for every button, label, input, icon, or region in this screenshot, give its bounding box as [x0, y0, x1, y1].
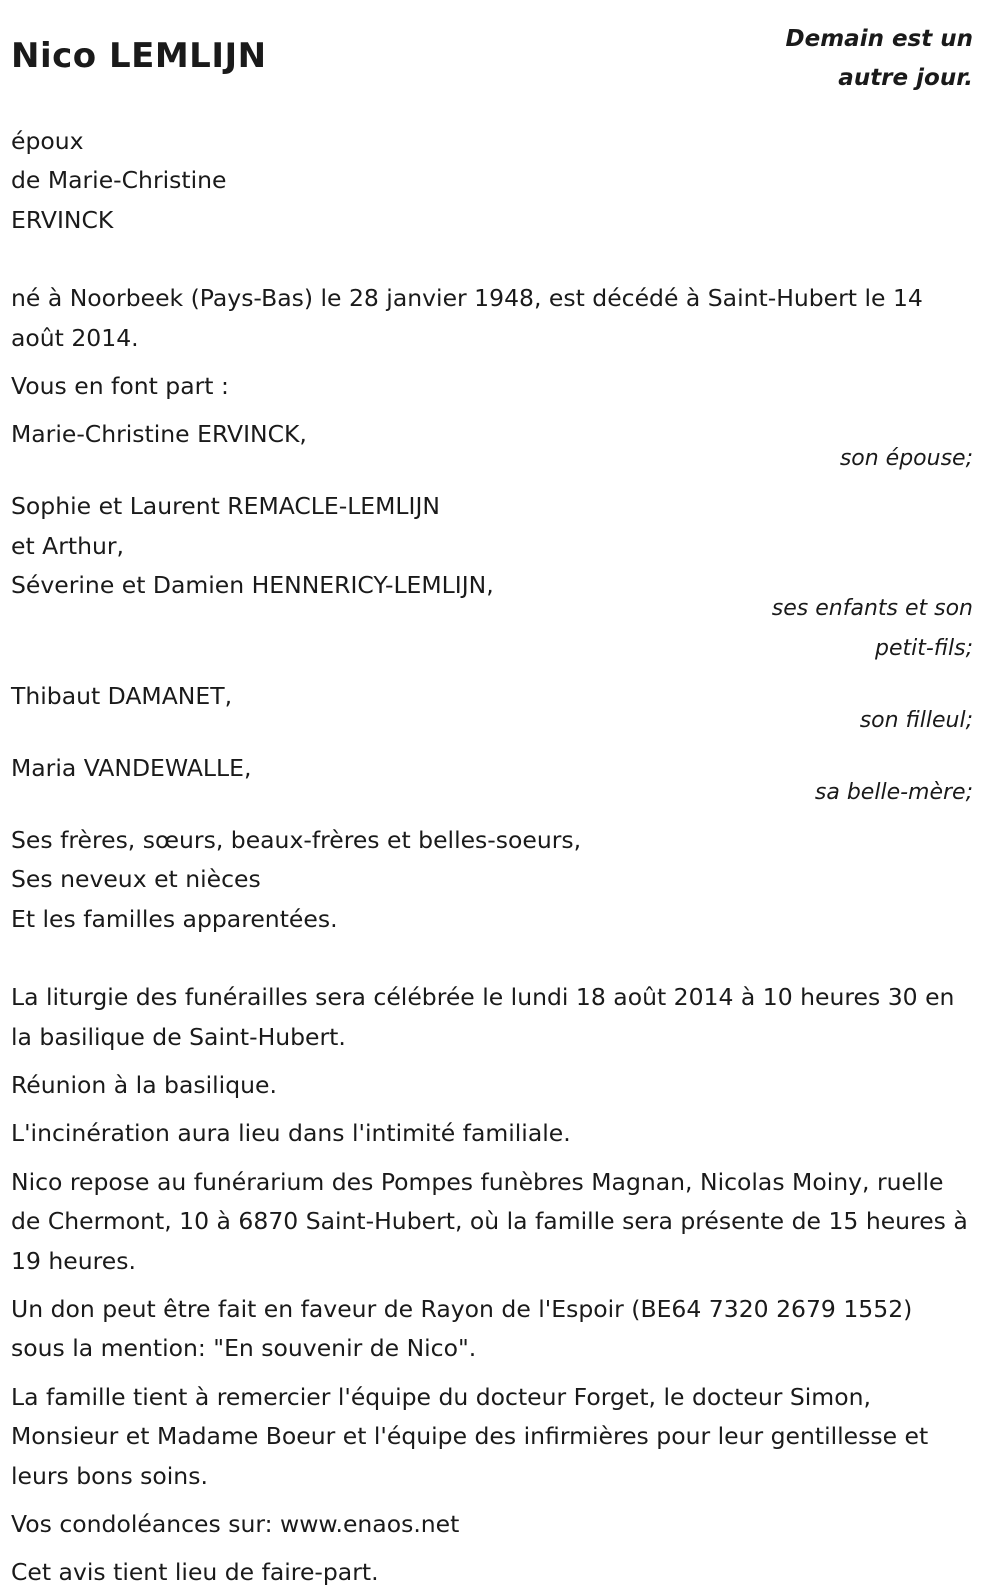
- spouse-intro-line-1: époux: [11, 127, 84, 155]
- mother-in-law-name: Maria VANDEWALLE,: [11, 754, 252, 783]
- liturgy-text: La liturgie des funérailles sera célébrée le lundi 18 août 2014 à 10 heures 30 en la basilique de Saint-Hubert.: [11, 983, 955, 1051]
- deceased-name: Nico LEMLIJN: [11, 36, 267, 76]
- motto: [733, 20, 973, 98]
- family-others: [11, 821, 973, 939]
- spouse-name: Marie-Christine ERVINCK,: [11, 420, 307, 449]
- rest-text: Nico repose au funérarium des Pompes funèbres Magnan, Nicolas Moiny, ruelle de Chermont, 10 à 6870 Saint-Hubert, où la famille sera présente de 15 heures à 19 heures.: [11, 1167, 968, 1275]
- announce-text: Vous en font part :: [11, 372, 229, 401]
- spouse-intro: [11, 122, 973, 240]
- family-mother-in-law: [11, 749, 973, 812]
- mother-in-law-role: sa belle-mère;: [814, 779, 973, 805]
- children-role: ses enfants et son petit-fils;: [771, 596, 973, 661]
- godson-name: Thibaut DAMANET,: [11, 682, 233, 711]
- motto-line-1: Demain est un: [785, 26, 973, 52]
- family-godson: [11, 677, 973, 740]
- notice-header: [11, 0, 973, 120]
- godson-role: son filleul;: [859, 707, 973, 733]
- donation-text: Un don peut être fait en faveur de Rayon de l'Espoir (BE64 7320 2679 1552) sous la mention: "En souvenir de Nico".: [11, 1294, 913, 1363]
- family-children: [11, 487, 973, 668]
- family-spouse: [11, 415, 973, 478]
- spouse-role: son épouse;: [839, 445, 973, 471]
- children-line-1: Sophie et Laurent REMACLE-LEMLIJN: [11, 492, 440, 521]
- others-line-3: Et les familles apparentées.: [11, 904, 338, 933]
- others-line-2: Ses neveux et nièces: [11, 865, 261, 894]
- spouse-intro-line-2: de Marie-Christine: [11, 166, 227, 195]
- notice-text: Cet avis tient lieu de faire-part.: [11, 1558, 379, 1587]
- children-line-2: et Arthur,: [11, 531, 125, 560]
- children-line-3: Séverine et Damien HENNERICY-LEMLIJN,: [11, 571, 494, 600]
- meeting-text: Réunion à la basilique.: [11, 1070, 277, 1099]
- birth-death-text: né à Noorbeek (Pays-Bas) le 28 janvier 1948, est décédé à Saint-Hubert le 14 août 2014.: [11, 284, 923, 352]
- spouse-intro-line-3: ERVINCK: [11, 205, 114, 234]
- thanks-text: La famille tient à remercier l'équipe du docteur Forget, le docteur Simon, Monsieur et Madame Boeur et l'équipe des infirmières pour leur gentillesse et leurs bons soins.: [11, 1382, 929, 1490]
- obituary-notice: [11, 0, 973, 1596]
- cremation-text: L'incinération aura lieu dans l'intimité familiale.: [11, 1119, 571, 1148]
- others-line-1: Ses frères, sœurs, beaux-frères et belles-soeurs,: [11, 825, 582, 854]
- condolences-text: Vos condoléances sur: www.enaos.net: [11, 1510, 460, 1538]
- motto-line-2: autre jour.: [838, 65, 973, 91]
